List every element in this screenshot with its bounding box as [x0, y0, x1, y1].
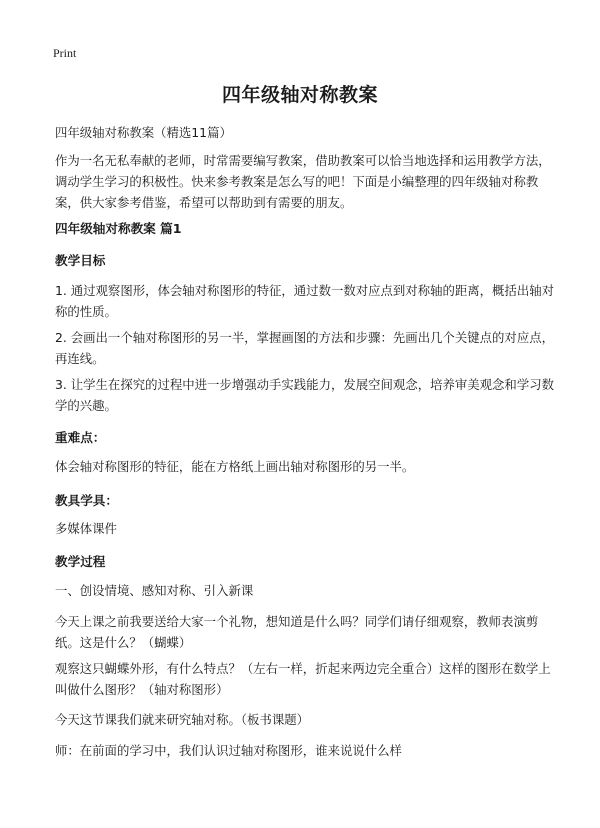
- section-heading: 四年级轴对称教案 篇1: [55, 221, 182, 236]
- process-heading: 教学过程: [55, 554, 106, 569]
- document-subtitle: 四年级轴对称教案（精选11篇）: [55, 125, 232, 140]
- key-points-text: 体会轴对称图形的特征，能在方格纸上画出轴对称图形的另一半。: [55, 459, 415, 474]
- page-title: 四年级轴对称教案: [221, 84, 378, 106]
- tools-heading: 教具学具：: [55, 493, 118, 508]
- intro-paragraph: 作为一名无私奉献的老师，时常需要编写教案，借助教案可以恰当地选择和运用教学方法，调动学生学习的积极性。快来参考教案是怎么写的吧！下面是小编整理的四年级轴对称教案，供大家参考借鉴，希望可以帮助到有需要的朋友。: [55, 153, 551, 210]
- process-paragraph-3: 今天这节课我们就来研究轴对称。（板书课题）: [55, 712, 310, 727]
- tools-text: 多媒体课件: [55, 521, 117, 536]
- process-paragraph-1: 今天上课之前我要送给大家一个礼物，想知道是什么吗？同学们请仔细观察，教师表演剪纸。这是什么？（蝴蝶）: [55, 614, 539, 650]
- process-paragraph-4: 师：在前面的学习中，我们认识过轴对称图形，谁来说说什么样: [55, 743, 402, 758]
- goal-item-1: 1. 通过观察图形，体会轴对称图形的特征，通过数一数对应点到对称轴的距离，概括出轴对称的性质。: [55, 283, 554, 319]
- process-step-1: 一、创设情境、感知对称、引入新课: [55, 583, 254, 598]
- goal-item-2: 2. 会画出一个轴对称图形的另一半，掌握画图的方法和步骤：先画出几个关键点的对应点，再连线。: [55, 330, 554, 366]
- goals-heading: 教学目标: [55, 253, 106, 268]
- goal-item-3: 3. 让学生在探究的过程中进一步增强动手实践能力，发展空间观念，培养审美观念和学习数学的兴趣。: [55, 377, 554, 413]
- print-link[interactable]: Print: [53, 46, 77, 60]
- process-paragraph-2: 观察这只蝴蝶外形，有什么特点？（左右一样，折起来两边完全重合）这样的图形在数学上叫做什么图形？（轴对称图形）: [55, 661, 551, 697]
- key-points-heading: 重难点：: [55, 430, 106, 445]
